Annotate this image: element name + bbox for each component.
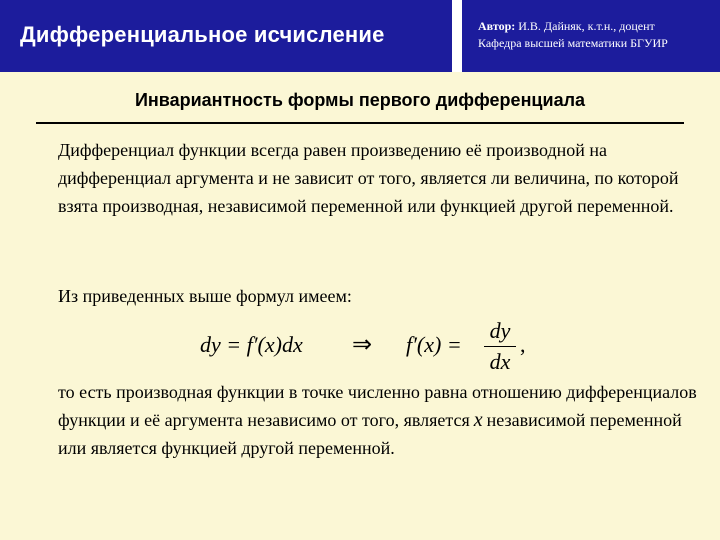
- author-name: И.В. Дайняк, к.т.н., доцент: [515, 19, 655, 33]
- fraction-denominator: dx: [489, 349, 511, 374]
- slide-header: [0, 0, 720, 72]
- title-underline: [36, 122, 684, 124]
- author-label: Автор:: [478, 19, 516, 33]
- paragraph-intro: Из приведенных выше формул имеем:: [58, 286, 352, 306]
- paragraph-definition: Дифференциал функции всегда равен произведению её производной на дифференциал аргумента и не зависит от того, является ли величина, по которой взята производная, независимой переменной или функцией другой переменной.: [58, 140, 679, 216]
- formula-left: dy = f′(x)dx: [200, 332, 303, 357]
- formula-right: f′(x) =: [406, 332, 462, 357]
- implies-symbol: ⇒: [352, 332, 373, 358]
- variable-x: x: [473, 409, 483, 431]
- conclusion-text-2: независимой переменной или является функцией другой переменной.: [58, 410, 682, 458]
- department: Кафедра высшей математики БГУИР: [478, 36, 668, 50]
- paragraph-conclusion: [58, 378, 698, 462]
- formula-block: [200, 316, 560, 380]
- header-divider: [452, 0, 462, 72]
- fraction-numerator: dy: [489, 318, 511, 343]
- author-info: [478, 18, 668, 52]
- slide-title: Инвариантность формы первого дифференциала: [134, 90, 586, 110]
- course-title: Дифференциальное исчисление: [20, 22, 385, 47]
- conclusion-text-1: то есть производная функции в точке численно равна отношению дифференциалов функции и её аргумента независимо от того, является: [58, 382, 697, 430]
- formula-comma: ,: [520, 332, 526, 357]
- fraction-dy-dx: [482, 316, 518, 377]
